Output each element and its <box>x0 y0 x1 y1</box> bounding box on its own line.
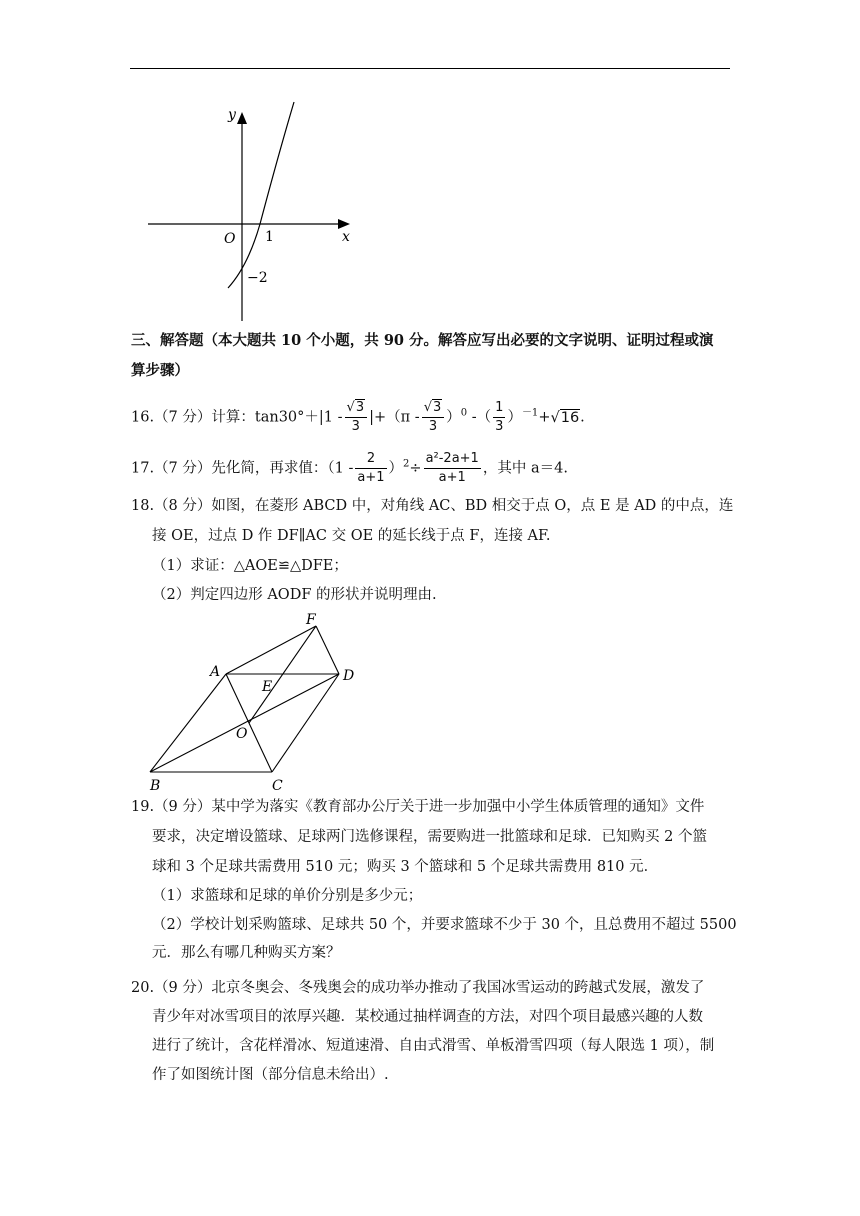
label-d: D <box>343 668 355 684</box>
label-b: B <box>150 778 161 794</box>
header-rule <box>130 68 730 69</box>
q18-line2: 接 OE，过点 D 作 DF∥AC 交 OE 的延长线于点 F，连接 AF. <box>152 528 551 544</box>
q20-line2: 青少年对冰雪项目的浓厚兴趣．某校通过抽样调查的方法，对四个项目最感兴趣的人数 <box>152 1009 703 1025</box>
side-cd <box>272 674 339 772</box>
label-a: A <box>210 664 221 680</box>
rhombus-figure <box>140 610 370 795</box>
q18-line1: 18.（8 分）如图，在菱形 ABCD 中，对角线 AC、BD 相交于点 O，点 E 是 AD 的中点，连 <box>131 498 734 514</box>
side-ab <box>150 674 226 772</box>
label-f: F <box>306 612 316 628</box>
q20-line4: 作了如图统计图（部分信息未给出）. <box>152 1067 389 1083</box>
q18-line4: （2）判定四边形 AODF 的形状并说明理由. <box>152 587 437 603</box>
question-17: 17.（7 分）先化简，再求值：（1 - $\frac{2}{a+1}$ ）$^2$÷ $\frac{\text{a²-2a+1}}{a+1}$ ，其中 a＝4. <box>131 451 568 485</box>
y-tick-label: −2 <box>247 270 268 286</box>
q18-line3: （1）求证：△AOE≌△DFE； <box>152 558 348 574</box>
origin-label: O <box>224 231 236 247</box>
section-heading-line2: 算步骤） <box>131 362 189 379</box>
segment-df <box>316 626 339 674</box>
question-16: 16.（7 分）计算：tan30°＋|1 - $\frac{√3}{3}$ |+（π - $\frac{√3}{3}$ ）$^0$ -（ $\frac{1}{3}$ ）$^{-1}$+√16. <box>131 400 585 434</box>
x-arrow-icon <box>338 219 350 229</box>
y-arrow-icon <box>237 112 247 124</box>
q19-line1: 19.（9 分）某中学为落实《教育部办公厅关于进一步加强中小学生体质管理的通知》文件 <box>131 799 705 815</box>
diagonal-bd <box>150 674 339 772</box>
q20-line3: 进行了统计，含花样滑冰、短道速滑、自由式滑雪、单板滑雪四项（每人限选 1 项），制 <box>152 1038 715 1054</box>
segment-af <box>226 626 316 674</box>
q20-line1: 20.（9 分）北京冬奥会、冬残奥会的成功举办推动了我国冰雪运动的跨越式发展，激发了 <box>131 980 705 996</box>
x-tick-label: 1 <box>265 229 274 245</box>
x-label: x <box>342 229 350 245</box>
q19-line6: 元．那么有哪几种购买方案？ <box>152 945 341 961</box>
curve <box>228 102 294 288</box>
section-heading-line1: 三、解答题（本大题共 10 个小题，共 90 分。解答应写出必要的文字说明、证明过程或演 <box>131 332 714 349</box>
label-c: C <box>272 778 283 794</box>
function-graph <box>130 96 370 326</box>
y-label: y <box>228 107 236 123</box>
q19-line5: （2）学校计划采购篮球、足球共 50 个，并要求篮球不少于 30 个，且总费用不超过 5500 <box>152 917 737 933</box>
q19-line2: 要求，决定增设篮球、足球两门选修课程，需要购进一批篮球和足球．已知购买 2 个篮 <box>152 829 707 845</box>
q19-line3: 球和 3 个足球共需费用 510 元；购买 3 个篮球和 5 个足球共需费用 810 元． <box>152 859 659 875</box>
label-e: E <box>262 679 273 695</box>
label-o: O <box>236 726 248 742</box>
q19-line4: （1）求篮球和足球的单价分别是多少元； <box>152 888 423 904</box>
